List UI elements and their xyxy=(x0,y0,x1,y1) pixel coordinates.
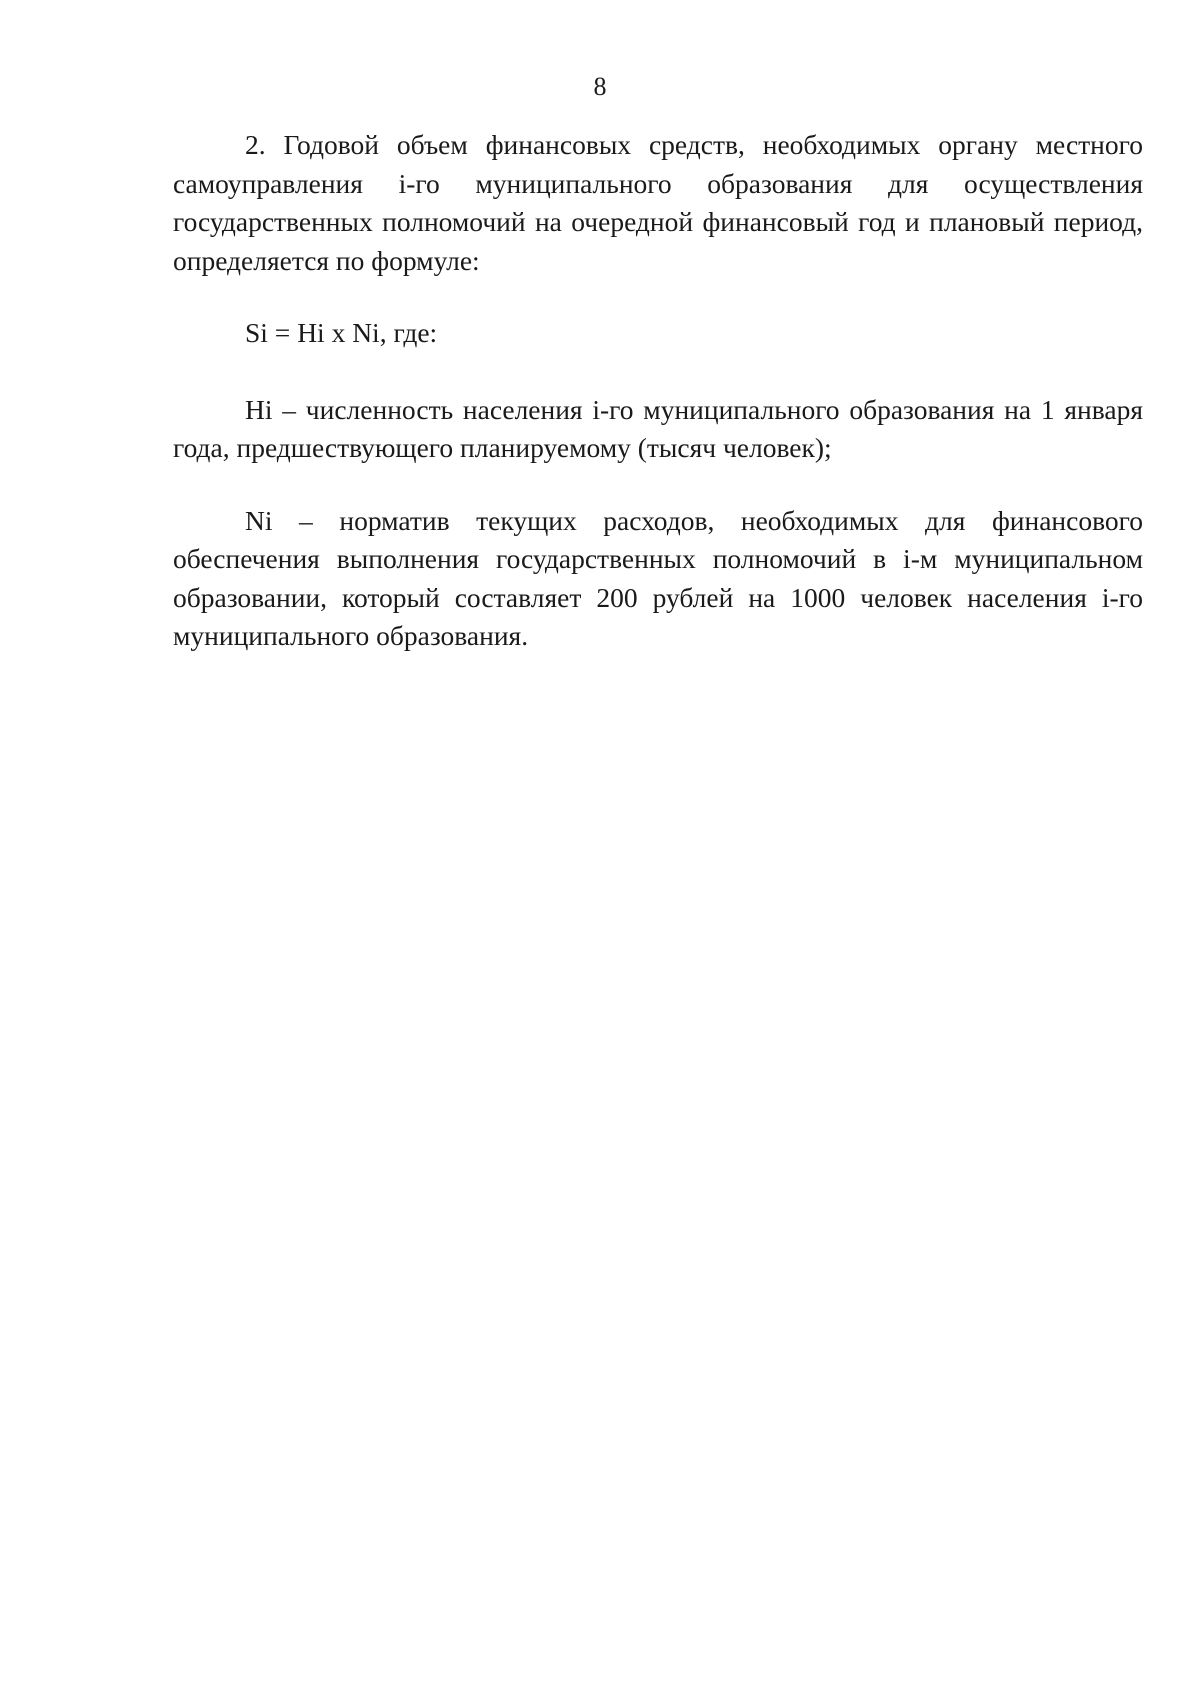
formula-line: Si = Hi x Ni, где: xyxy=(245,317,438,348)
paragraph-annual-volume: 2. Годовой объем финансовых средств, необходимых органу местного самоуправления i-го муниципального образования для осуществления государственных полномочий на очередной финансовый год и плановый период, определяется по формуле: xyxy=(173,129,1143,276)
document-body xyxy=(173,126,1143,656)
page-number: 8 xyxy=(593,72,607,101)
paragraph-hi-definition: Hi – численность населения i-го муниципального образования на 1 января года, предшествующего планируемому (тысяч человек); xyxy=(173,393,1143,463)
paragraph-ni-definition: Ni – норматив текущих расходов, необходимых для финансового обеспечения выполнения государственных полномочий в i-м муниципальном образовании, который составляет 200 рублей на 1000 человек населения i-го муниципального образования. xyxy=(173,504,1143,651)
